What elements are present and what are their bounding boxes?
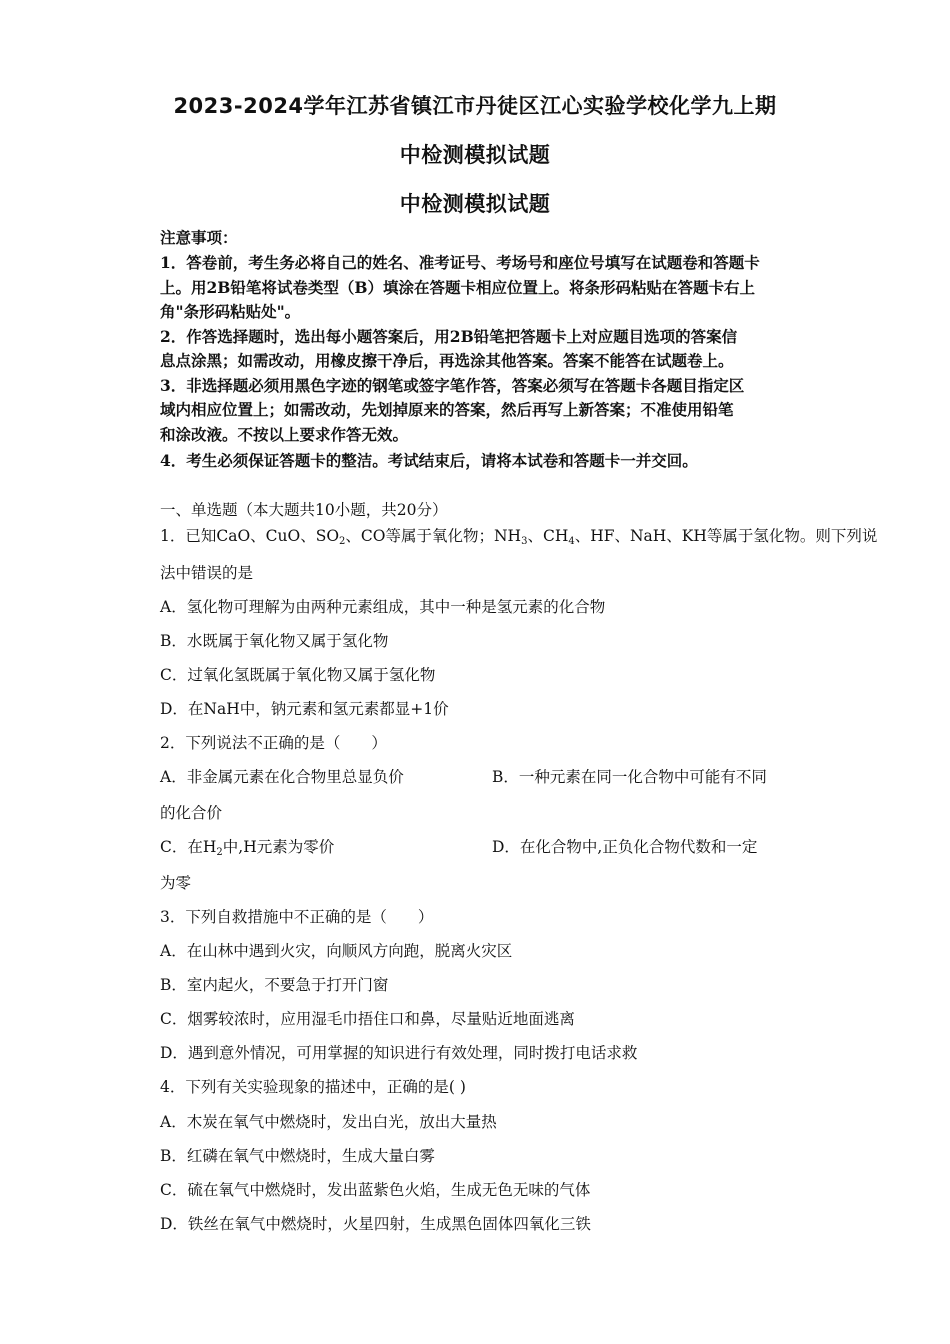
exam-title-line3: 中检测模拟试题 bbox=[399, 192, 551, 216]
question-2-stem: 2．下列说法不正确的是（ ） bbox=[160, 734, 387, 752]
q2-option-c-part: C．在H bbox=[160, 838, 217, 856]
question-1-stem-cont: 法中错误的是 bbox=[160, 564, 254, 582]
q2-option-d-cont: 为零 bbox=[160, 874, 192, 892]
question-4-stem: 4．下列有关实验现象的描述中，正确的是( ) bbox=[160, 1078, 466, 1096]
notice-line: 2．作答选择题时，选出每小题答案后，用2B铅笔把答题卡上对应题目选项的答案信 bbox=[160, 327, 738, 346]
notice-line: 1．答卷前，考生务必将自己的姓名、准考证号、考场号和座位号填写在试题卷和答题卡 bbox=[160, 253, 760, 272]
q4-option-d: D．铁丝在氧气中燃烧时，火星四射，生成黑色固体四氧化三铁 bbox=[160, 1215, 591, 1233]
q2-options-row1 bbox=[160, 767, 800, 787]
notice-line: 3．非选择题必须用黑色字迹的钢笔或签字笔作答，答案必须写在答题卡各题目指定区 bbox=[160, 376, 745, 395]
q1-stem-part: 、HF、NaH、KH等属于氢化物。则下列说 bbox=[574, 527, 878, 545]
q2-option-a: A．非金属元素在化合物里总显负价 bbox=[160, 768, 404, 786]
notice-line: 和涂改液。不按以上要求作答无效。 bbox=[160, 425, 409, 444]
q3-option-d: D．遇到意外情况，可用掌握的知识进行有效处理，同时拨打电话求救 bbox=[160, 1044, 638, 1062]
q4-option-b: B．红磷在氧气中燃烧时，生成大量白雾 bbox=[160, 1147, 435, 1165]
q1-subscript: 2 bbox=[339, 536, 346, 547]
q1-option-a: A．氢化物可理解为由两种元素组成，其中一种是氢元素的化合物 bbox=[160, 598, 606, 616]
q1-subscript: 4 bbox=[568, 536, 575, 547]
q3-option-c: C．烟雾较浓时，应用湿毛巾捂住口和鼻，尽量贴近地面逃离 bbox=[160, 1010, 575, 1028]
question-1-stem bbox=[160, 526, 878, 552]
q1-option-c: C．过氧化氢既属于氧化物又属于氢化物 bbox=[160, 666, 436, 684]
q1-option-d: D．在NaH中，钠元素和氢元素都显+1价 bbox=[160, 700, 449, 718]
q1-stem-part: 1．已知CaO、CuO、SO bbox=[160, 527, 340, 545]
q3-option-a: A．在山林中遇到火灾，向顺风方向跑，脱离火灾区 bbox=[160, 942, 513, 960]
q2-option-d: D．在化合物中,正负化合物代数和一定 bbox=[492, 838, 758, 856]
q1-stem-part: 、CH bbox=[527, 527, 569, 545]
exam-title-line2: 中检测模拟试题 bbox=[399, 143, 551, 167]
notice-heading: 注意事项： bbox=[160, 228, 238, 247]
q1-stem-part: 、CO等属于氧化物；NH bbox=[345, 527, 522, 545]
q2-option-c bbox=[160, 838, 334, 856]
q2-subscript: 2 bbox=[216, 847, 223, 858]
q4-option-a: A．木炭在氧气中燃烧时，发出白光，放出大量热 bbox=[160, 1113, 497, 1131]
notice-line: 域内相应位置上；如需改动，先划掉原来的答案，然后再写上新答案；不准使用铅笔 bbox=[160, 400, 734, 419]
q1-option-b: B．水既属于氧化物又属于氢化物 bbox=[160, 632, 389, 650]
q3-option-b: B．室内起火，不要急于打开门窗 bbox=[160, 976, 389, 994]
q2-option-c-part: 中,H元素为零价 bbox=[222, 838, 335, 856]
notice-line: 角"条形码粘贴处"。 bbox=[160, 302, 301, 321]
q1-subscript: 3 bbox=[521, 536, 528, 547]
q2-option-b-cont: 的化合价 bbox=[160, 804, 223, 822]
q2-options-row2 bbox=[160, 837, 800, 863]
section-heading: 一、单选题（本大题共10小题，共20分） bbox=[160, 501, 448, 519]
question-3-stem: 3．下列自救措施中不正确的是（ ） bbox=[160, 908, 434, 926]
notice-line: 息点涂黑；如需改动，用橡皮擦干净后，再选涂其他答案。答案不能答在试题卷上。 bbox=[160, 351, 734, 370]
exam-title-line1: 2023-2024学年江苏省镇江市丹徒区江心实验学校化学九上期 bbox=[173, 94, 777, 118]
q2-option-b: B．一种元素在同一化合物中可能有不同 bbox=[492, 768, 767, 786]
q4-option-c: C．硫在氧气中燃烧时，发出蓝紫色火焰，生成无色无味的气体 bbox=[160, 1181, 591, 1199]
notice-line: 上。用2B铅笔将试卷类型（B）填涂在答题卡相应位置上。将条形码粘贴在答题卡右上 bbox=[160, 278, 755, 297]
notice-line: 4．考生必须保证答题卡的整洁。考试结束后，请将本试卷和答题卡一并交回。 bbox=[160, 451, 698, 470]
